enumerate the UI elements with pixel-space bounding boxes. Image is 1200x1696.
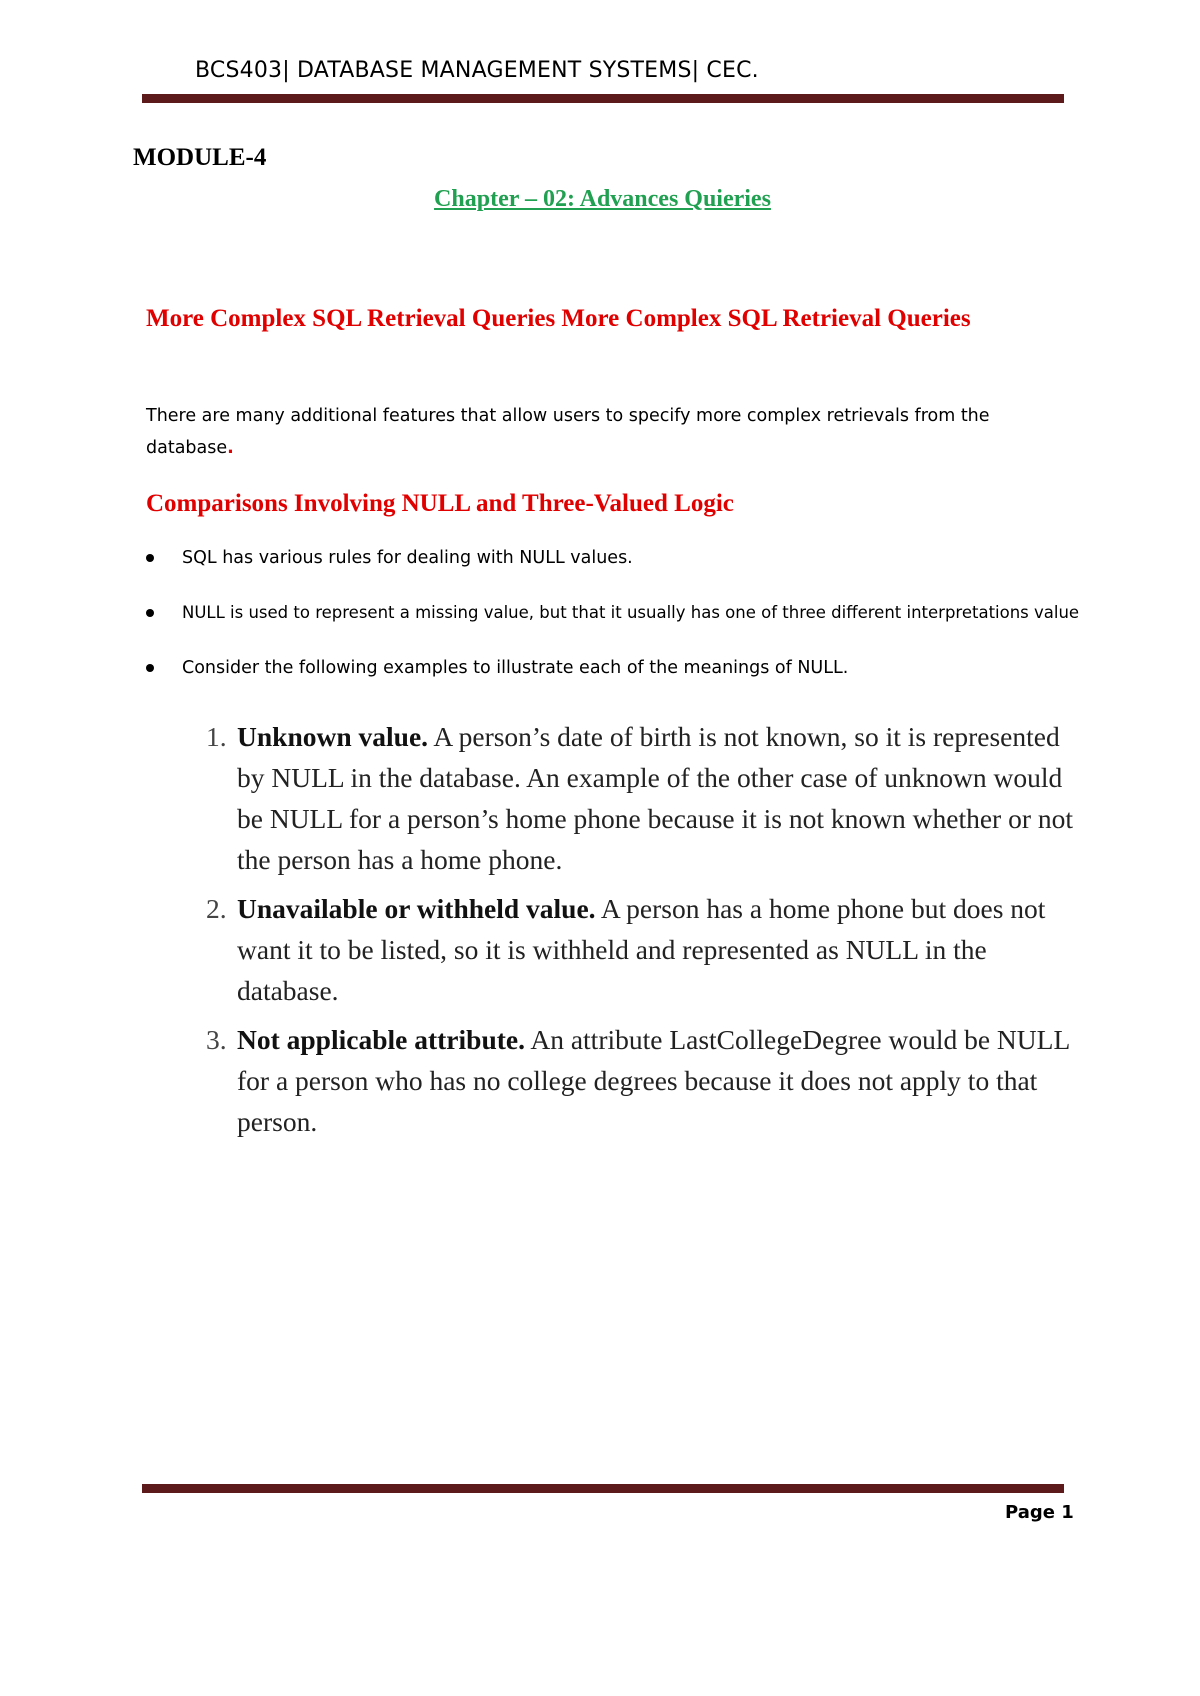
bullet-icon — [146, 664, 154, 672]
item-term: Unavailable or withheld value. — [237, 893, 596, 924]
null-meanings-excerpt — [200, 716, 1080, 1137]
list-item — [146, 657, 1096, 679]
item-text: A person’s date of birth is not known, so it is represented by NULL in the database. An example of the other case of unknown would be NULL for a person’s home phone because it is not known whether or not the person has a home phone. — [237, 721, 1073, 875]
section-heading-complex-queries: More Complex SQL Retrieval Queries More Complex SQL Retrieval Queries — [146, 305, 971, 332]
module-title: MODULE-4 — [133, 144, 267, 171]
list-item — [146, 602, 1096, 624]
list-item — [146, 547, 1096, 569]
item-text: A person has a home phone but does not want it to be listed, so it is withheld and represented as NULL in the database. — [237, 893, 1046, 1006]
bullet-icon — [146, 554, 154, 562]
chapter-title: Chapter – 02: Advances Quieries — [434, 186, 771, 212]
item-number: 1. — [206, 721, 227, 752]
bullet-text: NULL is used to represent a missing value, but that it usually has one of three different interpretations value — [182, 603, 1080, 622]
bullet-icon — [146, 609, 154, 617]
item-number: 3. — [206, 1024, 227, 1055]
item-number: 2. — [206, 893, 227, 924]
intro-paragraph — [146, 400, 1066, 464]
null-meaning-item — [200, 716, 1080, 880]
null-meaning-item — [200, 888, 1080, 1011]
item-term: Unknown value. — [237, 721, 429, 752]
item-text: An attribute LastCollegeDegree would be NULL for a person who has no college degrees because it does not apply to that person. — [237, 1024, 1070, 1137]
bullet-text: Consider the following examples to illustrate each of the meanings of NULL. — [182, 658, 849, 678]
footer-rule — [142, 1484, 1064, 1493]
null-meaning-item — [200, 1019, 1080, 1142]
bullet-text: SQL has various rules for dealing with NULL values. — [182, 548, 633, 568]
item-term: Not applicable attribute. — [237, 1024, 525, 1055]
intro-paragraph-period: . — [227, 438, 234, 458]
section-heading-null-logic: Comparisons Involving NULL and Three-Valued Logic — [146, 490, 734, 517]
header-rule — [142, 94, 1064, 103]
page-number: Page 1 — [1005, 1502, 1074, 1523]
page-header: BCS403| DATABASE MANAGEMENT SYSTEMS| CEC. — [195, 58, 759, 83]
intro-paragraph-text: There are many additional features that allow users to specify more complex retrievals from the database — [146, 406, 990, 458]
